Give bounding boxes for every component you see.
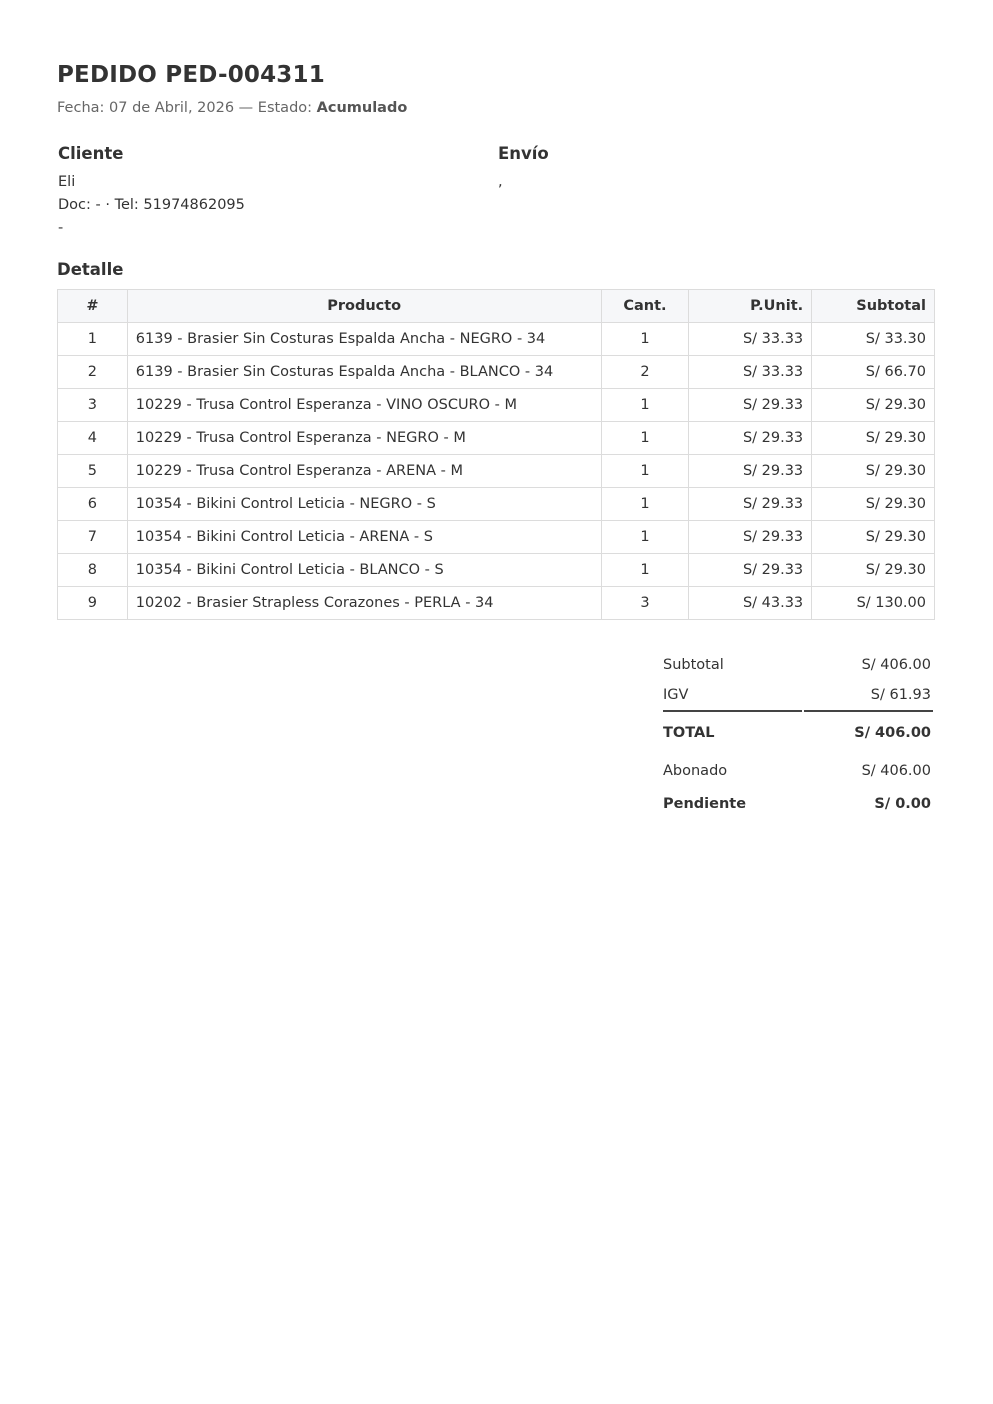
- row-qty: 2: [601, 356, 689, 389]
- row-number: 2: [58, 356, 128, 389]
- col-header-subtotal: Subtotal: [812, 290, 935, 323]
- table-row: [58, 554, 935, 587]
- table-row: [58, 389, 935, 422]
- row-unit-price: S/ 33.33: [689, 356, 812, 389]
- paid-label: Abonado: [663, 763, 728, 779]
- row-subtotal: S/ 130.00: [812, 587, 935, 620]
- client-name: Eli: [58, 174, 76, 190]
- order-date-label: Fecha: 07 de Abril, 2026 — Estado:: [57, 100, 317, 116]
- client-doc-phone: Doc: - · Tel: 51974862095: [58, 197, 245, 213]
- total-label: TOTAL: [663, 725, 715, 741]
- subtotal-label: Subtotal: [663, 657, 724, 673]
- col-header-product: Producto: [127, 290, 601, 323]
- row-number: 6: [58, 488, 128, 521]
- order-items-table: [57, 289, 935, 620]
- row-subtotal: S/ 29.30: [812, 455, 935, 488]
- row-unit-price: S/ 29.33: [689, 521, 812, 554]
- row-product: 10229 - Trusa Control Esperanza - ARENA - M: [127, 455, 601, 488]
- row-product: 6139 - Brasier Sin Costuras Espalda Ancha - NEGRO - 34: [127, 323, 601, 356]
- row-subtotal: S/ 29.30: [812, 521, 935, 554]
- order-status: Acumulado: [316, 100, 408, 116]
- row-qty: 1: [601, 422, 689, 455]
- row-qty: 1: [601, 521, 689, 554]
- shipping-heading: Envío: [498, 144, 549, 163]
- row-subtotal: S/ 33.30: [812, 323, 935, 356]
- totals-subtotal-row: [663, 650, 933, 680]
- paid-value: S/ 406.00: [861, 763, 931, 779]
- row-product: 10354 - Bikini Control Leticia - ARENA - S: [127, 521, 601, 554]
- row-product: 10229 - Trusa Control Esperanza - VINO OSCURO - M: [127, 389, 601, 422]
- row-product: 6139 - Brasier Sin Costuras Espalda Ancha - BLANCO - 34: [127, 356, 601, 389]
- igv-label: IGV: [663, 680, 802, 712]
- row-subtotal: S/ 66.70: [812, 356, 935, 389]
- row-qty: 1: [601, 488, 689, 521]
- row-qty: 1: [601, 323, 689, 356]
- table-row: [58, 587, 935, 620]
- pending-label: Pendiente: [663, 796, 747, 812]
- table-row: [58, 422, 935, 455]
- row-number: 9: [58, 587, 128, 620]
- row-product: 10354 - Bikini Control Leticia - BLANCO - S: [127, 554, 601, 587]
- row-qty: 1: [601, 455, 689, 488]
- client-heading: Cliente: [58, 144, 124, 163]
- page-title: PEDIDO PED-004311: [57, 62, 325, 88]
- row-product: 10354 - Bikini Control Leticia - NEGRO - S: [127, 488, 601, 521]
- row-unit-price: S/ 29.33: [689, 554, 812, 587]
- detail-heading: Detalle: [57, 260, 124, 279]
- row-unit-price: S/ 43.33: [689, 587, 812, 620]
- row-subtotal: S/ 29.30: [812, 389, 935, 422]
- pending-value: S/ 0.00: [874, 796, 931, 812]
- subtotal-value: S/ 406.00: [861, 657, 931, 673]
- row-qty: 3: [601, 587, 689, 620]
- igv-value: S/ 61.93: [804, 680, 933, 712]
- row-number: 7: [58, 521, 128, 554]
- row-product: 10202 - Brasier Strapless Corazones - PERLA - 34: [127, 587, 601, 620]
- row-subtotal: S/ 29.30: [812, 422, 935, 455]
- table-row: [58, 521, 935, 554]
- row-number: 8: [58, 554, 128, 587]
- shipping-address: ,: [498, 174, 503, 190]
- table-row: [58, 323, 935, 356]
- row-number: 1: [58, 323, 128, 356]
- row-unit-price: S/ 33.33: [689, 323, 812, 356]
- col-header-number: #: [58, 290, 128, 323]
- totals-pending-row: [663, 788, 933, 820]
- row-product: 10229 - Trusa Control Esperanza - NEGRO - M: [127, 422, 601, 455]
- row-unit-price: S/ 29.33: [689, 455, 812, 488]
- row-number: 5: [58, 455, 128, 488]
- row-unit-price: S/ 29.33: [689, 389, 812, 422]
- totals-summary: [661, 650, 935, 820]
- row-qty: 1: [601, 389, 689, 422]
- client-extra: -: [58, 220, 64, 236]
- table-row: [58, 488, 935, 521]
- table-header-row: [58, 290, 935, 323]
- row-subtotal: S/ 29.30: [812, 554, 935, 587]
- row-unit-price: S/ 29.33: [689, 488, 812, 521]
- total-value: S/ 406.00: [854, 725, 931, 741]
- row-number: 4: [58, 422, 128, 455]
- col-header-unit-price: P.Unit.: [689, 290, 812, 323]
- order-meta: [57, 100, 407, 116]
- row-subtotal: S/ 29.30: [812, 488, 935, 521]
- table-row: [58, 455, 935, 488]
- totals-igv-row: [663, 680, 933, 712]
- col-header-qty: Cant.: [601, 290, 689, 323]
- table-row: [58, 356, 935, 389]
- row-number: 3: [58, 389, 128, 422]
- row-qty: 1: [601, 554, 689, 587]
- row-unit-price: S/ 29.33: [689, 422, 812, 455]
- totals-paid-row: [663, 754, 933, 788]
- totals-total-row: [663, 712, 933, 754]
